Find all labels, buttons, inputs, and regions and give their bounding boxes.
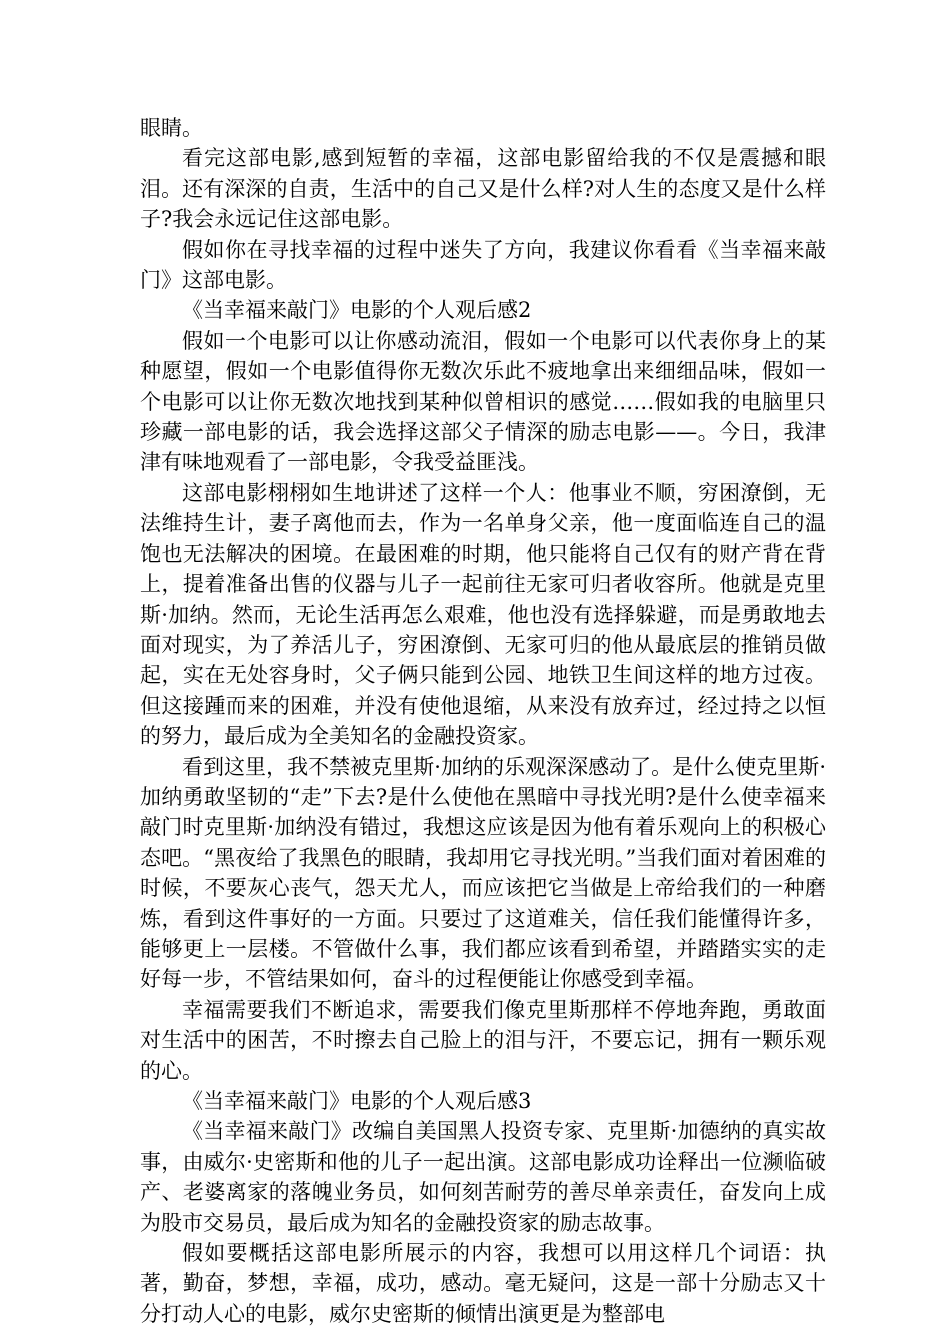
paragraph: 看到这里，我不禁被克里斯·加纳的乐观深深感动了。是什么使克里斯·加纳勇敢坚韧的“走”下去?是什么使他在黑暗中寻找光明?是什么使幸福来敲门时克里斯·加纳没有错过，我想这应该是因为他有着乐观向上的积极心态吧。“黑夜给了我黑色的眼睛，我却用它寻找光明。”当我们面对着困难的时候，不要灰心丧气，怨天尤人，而应该把它当做是上帝给我们的一种磨炼，看到这件事好的一方面。只要过了这道难关，信任我们能懂得许多，能够更上一层楼。不管做什么事，我们都应该看到希望，并踏踏实实的走好每一步，不管结果如何，奋斗的过程便能让你感受到幸福。 <box>140 754 826 992</box>
paragraph: 眼睛。 <box>140 116 203 140</box>
section-heading: 《当幸福来敲门》电影的个人观后感3 <box>182 1089 532 1113</box>
paragraph: 假如你在寻找幸福的过程中迷失了方向，我建议你看看《当幸福来敲门》这部电影。 <box>140 237 826 293</box>
paragraph: 假如要概括这部电影所展示的内容，我想可以用这样几个词语：执著，勤奋，梦想，幸福，成功，感动。毫无疑问，这是一部十分励志又十分打动人心的电影，威尔史密斯的倾情出演更是为整部电 <box>140 1241 826 1326</box>
paragraph: 假如一个电影可以让你感动流泪，假如一个电影可以代表你身上的某种愿望，假如一个电影值得你无数次乐此不疲地拿出来细细品味，假如一个电影可以让你无数次地找到某种似曾相识的感觉……假如我的电脑里只珍藏一部电影的话，我会选择这部父子情深的励志电影——。今日，我津津有味地观看了一部电影，令我受益匪浅。 <box>140 328 826 475</box>
section-heading: 《当幸福来敲门》电影的个人观后感2 <box>182 298 532 323</box>
paragraph: 看完这部电影,感到短暂的幸福，这部电影留给我的不仅是震撼和眼泪。还有深深的自责，生活中的自己又是什么样?对人生的态度又是什么样子?我会永远记住这部电影。 <box>140 146 826 232</box>
document-body <box>140 113 826 1329</box>
paragraph: 《当幸福来敲门》改编自美国黑人投资专家、克里斯·加德纳的真实故事，由威尔·史密斯和他的儿子一起出演。这部电影成功诠释出一位濒临破产、老婆离家的落魄业务员，如何刻苦耐劳的善尽单亲责任，奋发向上成为股市交易员，最后成为知名的金融投资家的励志故事。 <box>140 1119 826 1235</box>
paragraph: 幸福需要我们不断追求，需要我们像克里斯那样不停地奔跑，勇敢面对生活中的困苦，不时擦去自己脸上的泪与汗，不要忘记，拥有一颗乐观的心。 <box>140 997 826 1083</box>
paragraph: 这部电影栩栩如生地讲述了这样一个人：他事业不顺，穷困潦倒，无法维持生计，妻子离他而去，作为一名单身父亲，他一度面临连自己的温饱也无法解决的困境。在最困难的时期，他只能将自己仅有的财产背在背上，提着准备出售的仪器与儿子一起前往无家可归者收容所。他就是克里斯·加纳。然而，无论生活再怎么艰难，他也没有选择躲避，而是勇敢地去面对现实，为了养活儿子，穷困潦倒、无家可归的他从最底层的推销员做起，实在无处容身时，父子俩只能到公园、地铁卫生间这样的地方过夜。但这接踵而来的困难，并没有使他退缩，从来没有放弃过，经过持之以恒的努力，最后成为全美知名的金融投资家。 <box>140 480 826 749</box>
